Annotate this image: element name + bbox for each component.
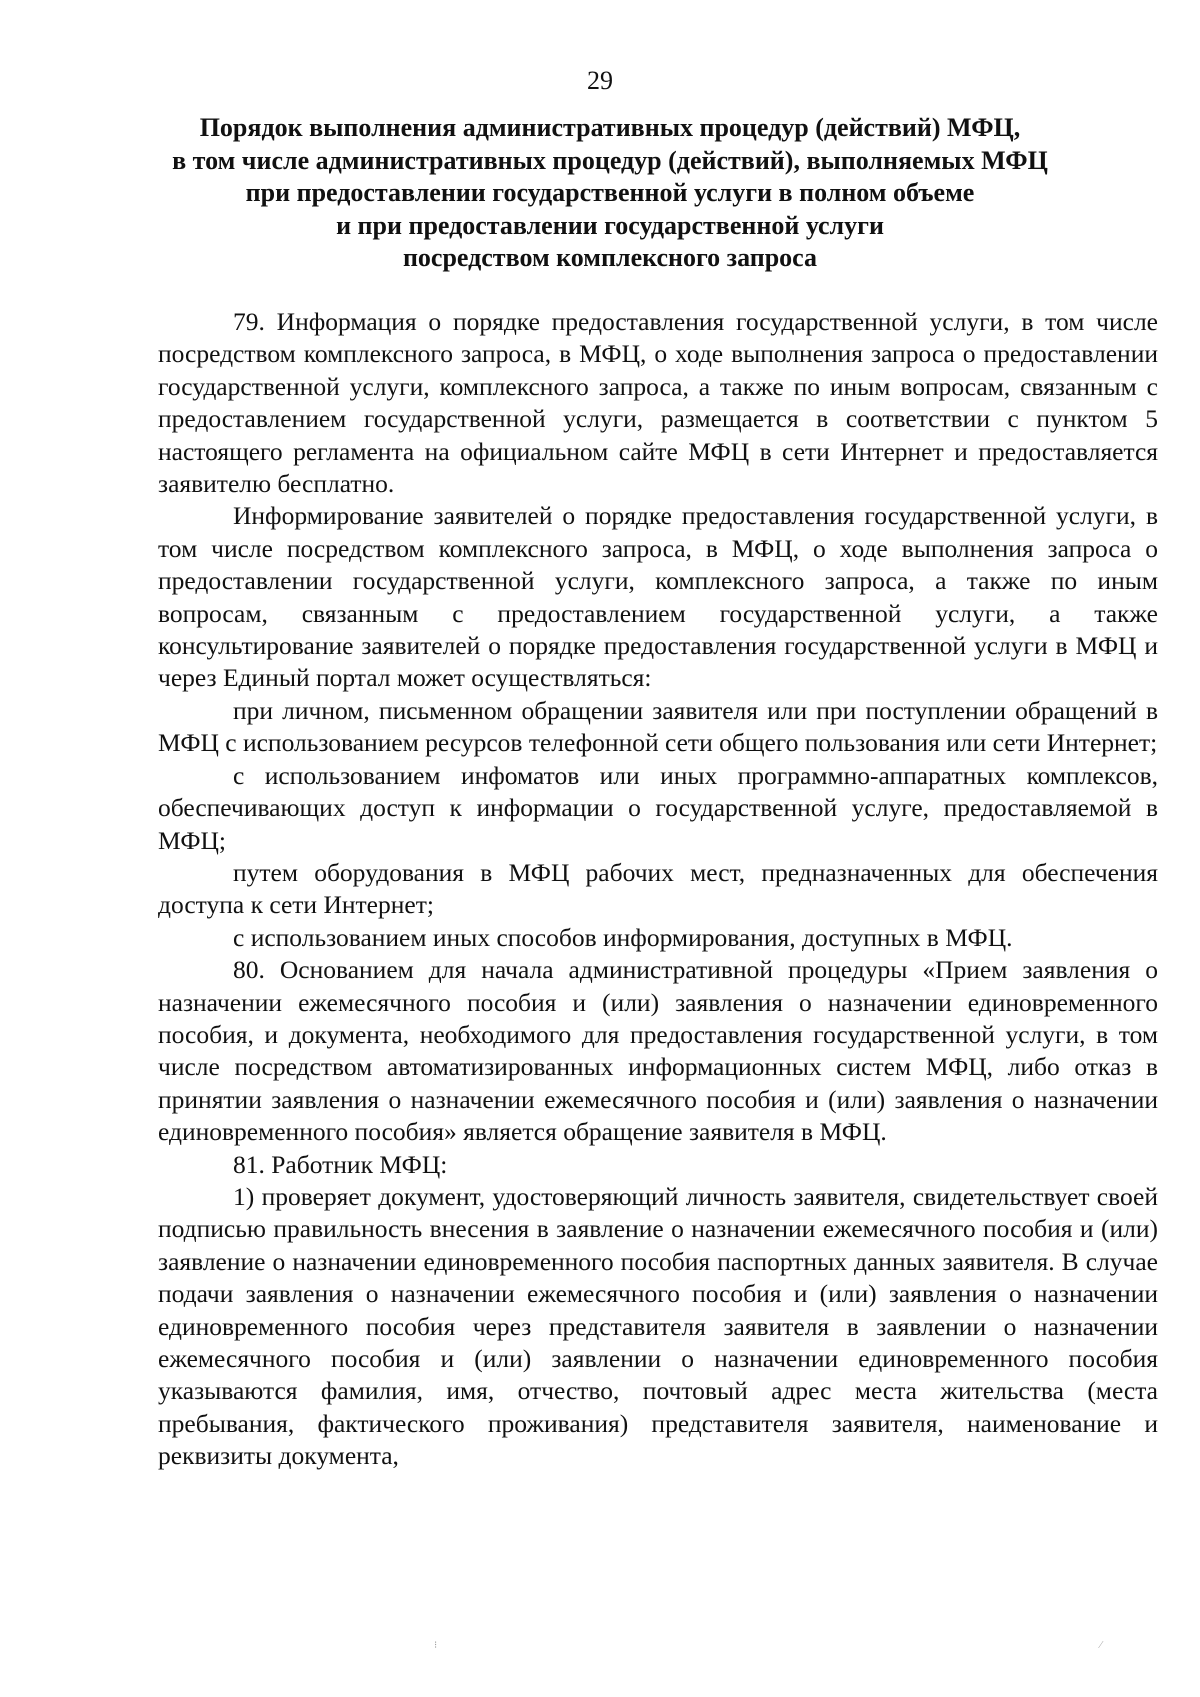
scan-speck: ⁄ (1100, 1640, 1102, 1651)
paragraph-81-item-1: 1) проверяет документ, удостоверяющий личность заявителя, свидетельствует своей подписью правильность внесения в заявление о назначении ежемесячного пособия и (или) заявление о назначении единовременного пособия паспортных данных заявителя. В случае подачи заявления о назначении ежемесячного пособия и (или) заявления о назначении единовременного пособия через представителя заявителя в заявлении о назначении ежемесячного пособия и (или) заявлении о назначении единовременного пособия указываются фамилия, имя, отчество, почтовый адрес места жительства (места пребывания, фактического проживания) представителя заявителя, наименование и реквизиты документа, (158, 1181, 1158, 1471)
paragraph-80: 80. Основанием для начала административной процедуры «Прием заявления о назначении ежемесячного пособия и (или) заявления о назначении единовременного пособия, и документа, необходимого для предоставления государственной услуги, в том числе посредством автоматизированных информационных систем МФЦ, либо отказ в принятии заявления о назначении ежемесячного пособия и (или) заявления о назначении единовременного пособия» является обращение заявителя в МФЦ. (158, 955, 1158, 1147)
heading-line: в том числе административных процедур (действий), выполняемых МФЦ (172, 145, 1048, 175)
paragraph-informing: Информирование заявителей о порядке предоставления государственной услуги, в том числе посредством комплексного запроса, в МФЦ, о ходе выполнения запроса о предоставлении государственной услуги, комплексного запроса, а также по иным вопросам, связанным с предоставлением государственной услуги, а также консультирование заявителей о порядке предоставления государственной услуги в МФЦ и через Единый портал может осуществляться: (158, 501, 1158, 693)
list-item-personal-contact: при личном, письменном обращении заявителя или при поступлении обращений в МФЦ с использованием ресурсов телефонной сети общего пользования или сети Интернет; (158, 695, 1158, 758)
paragraph-79: 79. Информация о порядке предоставления государственной услуги, в том числе посредством комплексного запроса, в МФЦ, о ходе выполнения запроса о предоставлении государственной услуги, комплексного запроса, а также по иным вопросам, связанным с предоставлением государственной услуги, размещается в соответствии с пунктом 5 настоящего регламента на официальном сайте МФЦ в сети Интернет и предоставляется заявителю бесплатно. (158, 307, 1158, 499)
list-item-other-methods: с использованием иных способов информирования, доступных в МФЦ. (233, 922, 1013, 952)
heading-line: при предоставлении государственной услуги в полном объеме (245, 178, 975, 207)
section-heading (150, 112, 1070, 275)
list-item-infomats: с использованием инфоматов или иных программно-аппаратных комплексов, обеспечивающих доступ к информации о государственной услуге, предоставляемой в МФЦ; (158, 760, 1158, 855)
heading-line: и при предоставлении государственной услуги (336, 210, 884, 240)
page-number: 29 (587, 66, 613, 95)
scan-speck: ⁝ (434, 1640, 438, 1651)
heading-line: посредством комплексного запроса (402, 243, 818, 272)
heading-line: Порядок выполнения административных процедур (действий) МФЦ, (199, 113, 1021, 142)
list-item-workplaces: путем оборудования в МФЦ рабочих мест, предназначенных для обеспечения доступа к сети Интернет; (158, 857, 1158, 920)
document-body (158, 306, 1158, 1473)
paragraph-81: 81. Работник МФЦ: (233, 1149, 448, 1179)
